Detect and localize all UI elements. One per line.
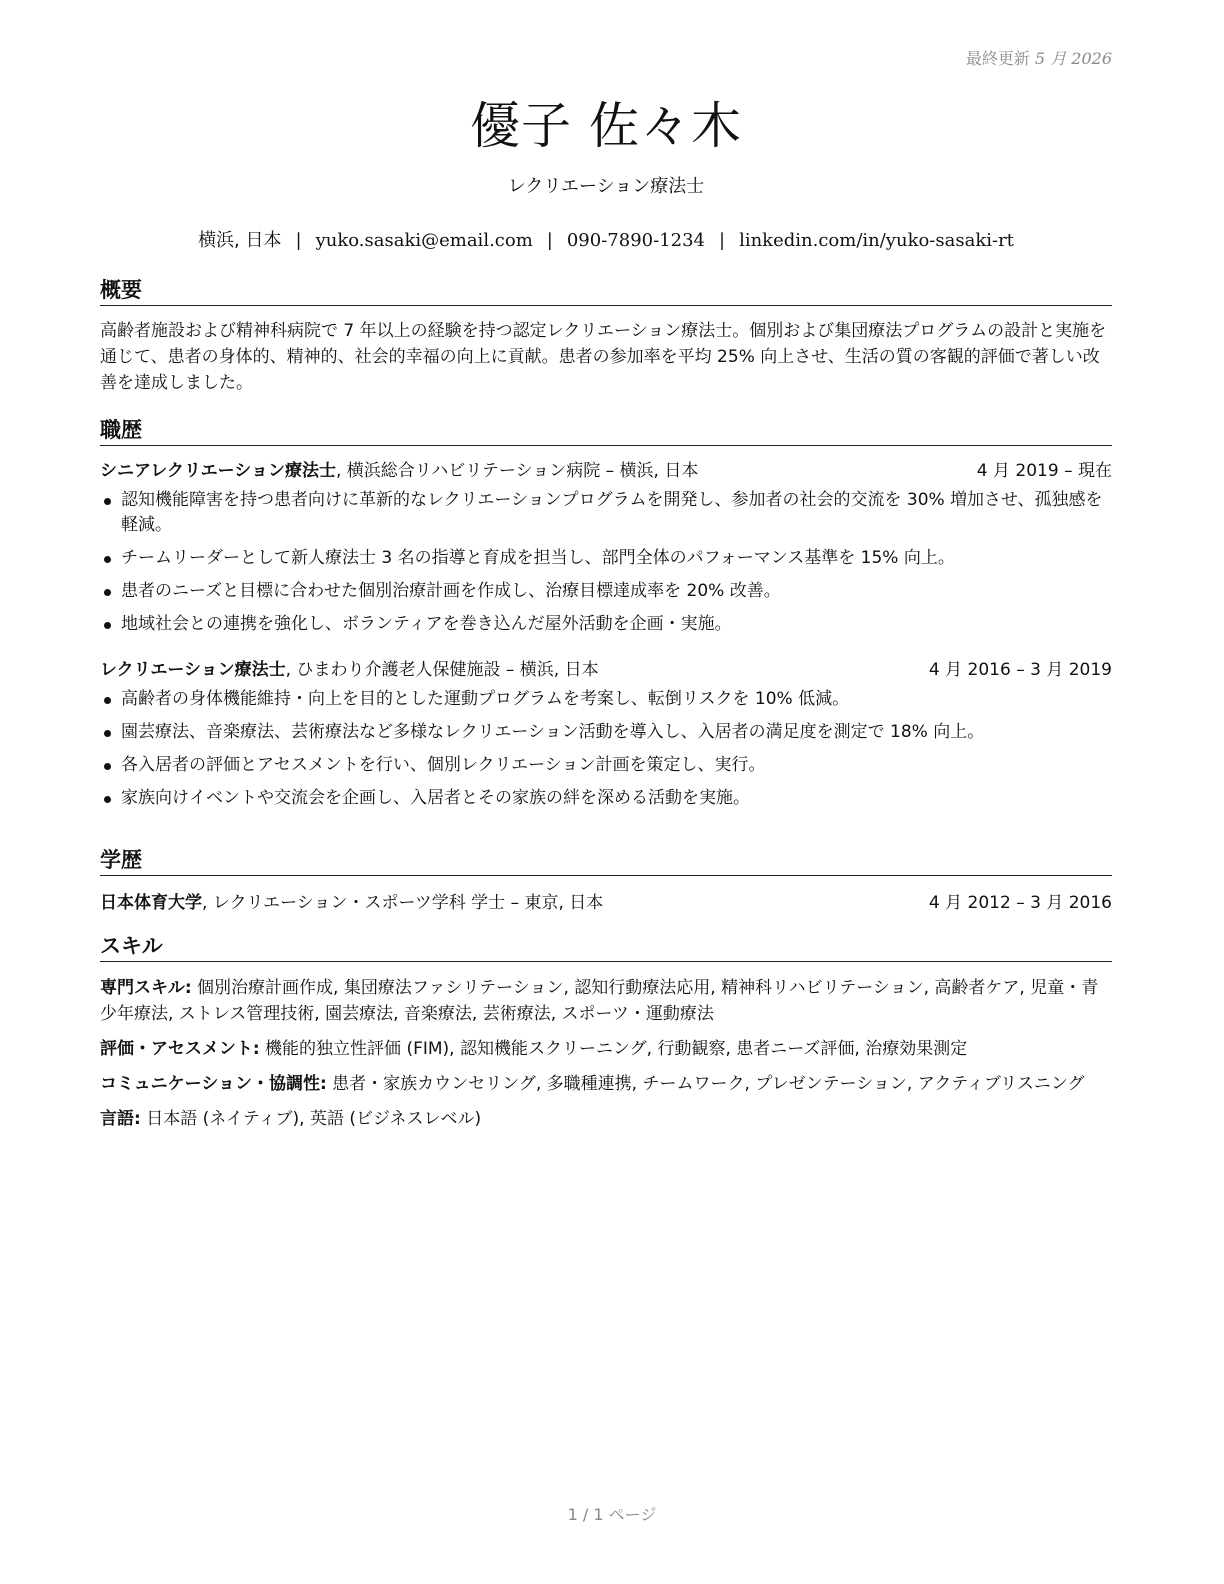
contact-separator: | xyxy=(295,230,302,251)
contact-linkedin[interactable]: linkedin.com/in/yuko-sasaki-rt xyxy=(739,230,1014,251)
skill-group xyxy=(100,1036,1112,1062)
job-dates: 4 月 2019 – 現在 xyxy=(976,461,1112,481)
contact-line xyxy=(100,226,1112,252)
job-bullets xyxy=(100,687,1112,811)
skills-section xyxy=(100,932,1112,1141)
skill-group-label: コミュニケーション・協調性: xyxy=(100,1074,327,1094)
page-indicator: 1 / 1 ページ xyxy=(567,1505,657,1524)
education-section xyxy=(100,846,1112,916)
contact-phone[interactable]: 090-7890-1234 xyxy=(566,230,705,251)
last-updated-date: 5 月 2026 xyxy=(1034,49,1112,68)
skills-list xyxy=(100,975,1112,1132)
experience-heading: 職歴 xyxy=(100,416,1112,446)
list-item: チームリーダーとして新人療法士 3 名の指導と育成を担当し、部門全体のパフォーマンス基準を 15% 向上。 xyxy=(100,546,1112,571)
contact-separator: | xyxy=(719,230,726,251)
skill-group xyxy=(100,975,1112,1027)
job-entry xyxy=(100,458,1112,637)
skill-group-label: 言語: xyxy=(100,1109,141,1129)
contact-separator: | xyxy=(546,230,553,251)
education-heading: 学歴 xyxy=(100,846,1112,876)
summary-heading: 概要 xyxy=(100,276,1112,306)
summary-section xyxy=(100,276,1112,396)
job-position: レクリエーション療法士 xyxy=(100,660,286,680)
job-header xyxy=(100,657,1112,683)
list-item: 園芸療法、音楽療法、芸術療法など多様なレクリエーション活動を導入し、入居者の満足度を測定で 18% 向上。 xyxy=(100,720,1112,745)
job-organization: , ひまわり介護老人保健施設 – 横浜, 日本 xyxy=(285,660,599,680)
list-item: 患者のニーズと目標に合わせた個別治療計画を作成し、治療目標達成率を 20% 改善。 xyxy=(100,579,1112,604)
job-header xyxy=(100,458,1112,484)
summary-text: 高齢者施設および精神科病院で 7 年以上の経験を持つ認定レクリエーション療法士。個別および集団療法プログラムの設計と実施を通じて、患者の身体的、精神的、社会的幸福の向上に貢献。患者の参加率を平均 25% 向上させ、生活の質の客観的評価で著しい改善を達成しました。 xyxy=(100,321,1107,393)
candidate-name: 優子 佐々木 xyxy=(470,97,742,155)
list-item: 高齢者の身体機能維持・向上を目的とした運動プログラムを考案し、転倒リスクを 10% 低減。 xyxy=(100,687,1112,712)
skill-group-label: 評価・アセスメント: xyxy=(100,1039,260,1059)
skill-group-text: 個別治療計画作成, 集団療法ファシリテーション, 認知行動療法応用, 精神科リハビリテーション, 高齢者ケア, 児童・青少年療法, ストレス管理技術, 園芸療法, 音楽療法, 芸術療法, スポーツ・運動療法 xyxy=(100,978,1099,1024)
job-position: シニアレクリエーション療法士 xyxy=(100,461,336,481)
list-item: 各入居者の評価とアセスメントを行い、個別レクリエーション計画を策定し、実行。 xyxy=(100,753,1112,778)
skill-group-text: 機能的独立性評価 (FIM), 認知機能スクリーニング, 行動観察, 患者ニーズ評価, 治療効果測定 xyxy=(259,1039,968,1059)
education-entry xyxy=(100,890,1112,916)
skill-group-text: 日本語 (ネイティブ), 英語 (ビジネスレベル) xyxy=(140,1109,482,1129)
job-organization: , 横浜総合リハビリテーション病院 – 横浜, 日本 xyxy=(335,461,699,481)
job-title: レクリエーション療法士 xyxy=(507,176,705,197)
contact-email[interactable]: yuko.sasaki@email.com xyxy=(315,230,533,251)
list-item: 地域社会との連携を強化し、ボランティアを巻き込んだ屋外活動を企画・実施。 xyxy=(100,612,1112,637)
skills-heading: スキル xyxy=(100,932,1112,962)
education-dates: 4 月 2012 – 3 月 2016 xyxy=(928,893,1112,913)
job-bullets xyxy=(100,488,1112,637)
job-entry xyxy=(100,657,1112,811)
skill-group xyxy=(100,1071,1112,1097)
list-item: 認知機能障害を持つ患者向けに革新的なレクリエーションプログラムを開発し、参加者の社会的交流を 30% 増加させ、孤独感を軽減。 xyxy=(100,488,1112,538)
degree-detail: , レクリエーション・スポーツ学科 学士 – 東京, 日本 xyxy=(202,893,604,913)
job-dates: 4 月 2016 – 3 月 2019 xyxy=(928,660,1112,680)
experience-section xyxy=(100,416,1112,819)
skill-group xyxy=(100,1106,1112,1132)
school-name: 日本体育大学 xyxy=(100,893,202,913)
skill-group-label: 専門スキル: xyxy=(100,978,192,998)
skill-group-text: 患者・家族カウンセリング, 多職種連携, チームワーク, プレゼンテーション, アクティブリスニング xyxy=(326,1074,1085,1094)
list-item: 家族向けイベントや交流会を企画し、入居者とその家族の絆を深める活動を実施。 xyxy=(100,786,1112,811)
last-updated-label: 最終更新 xyxy=(965,49,1030,68)
last-updated xyxy=(966,46,1112,69)
contact-location: 横浜, 日本 xyxy=(198,230,282,251)
